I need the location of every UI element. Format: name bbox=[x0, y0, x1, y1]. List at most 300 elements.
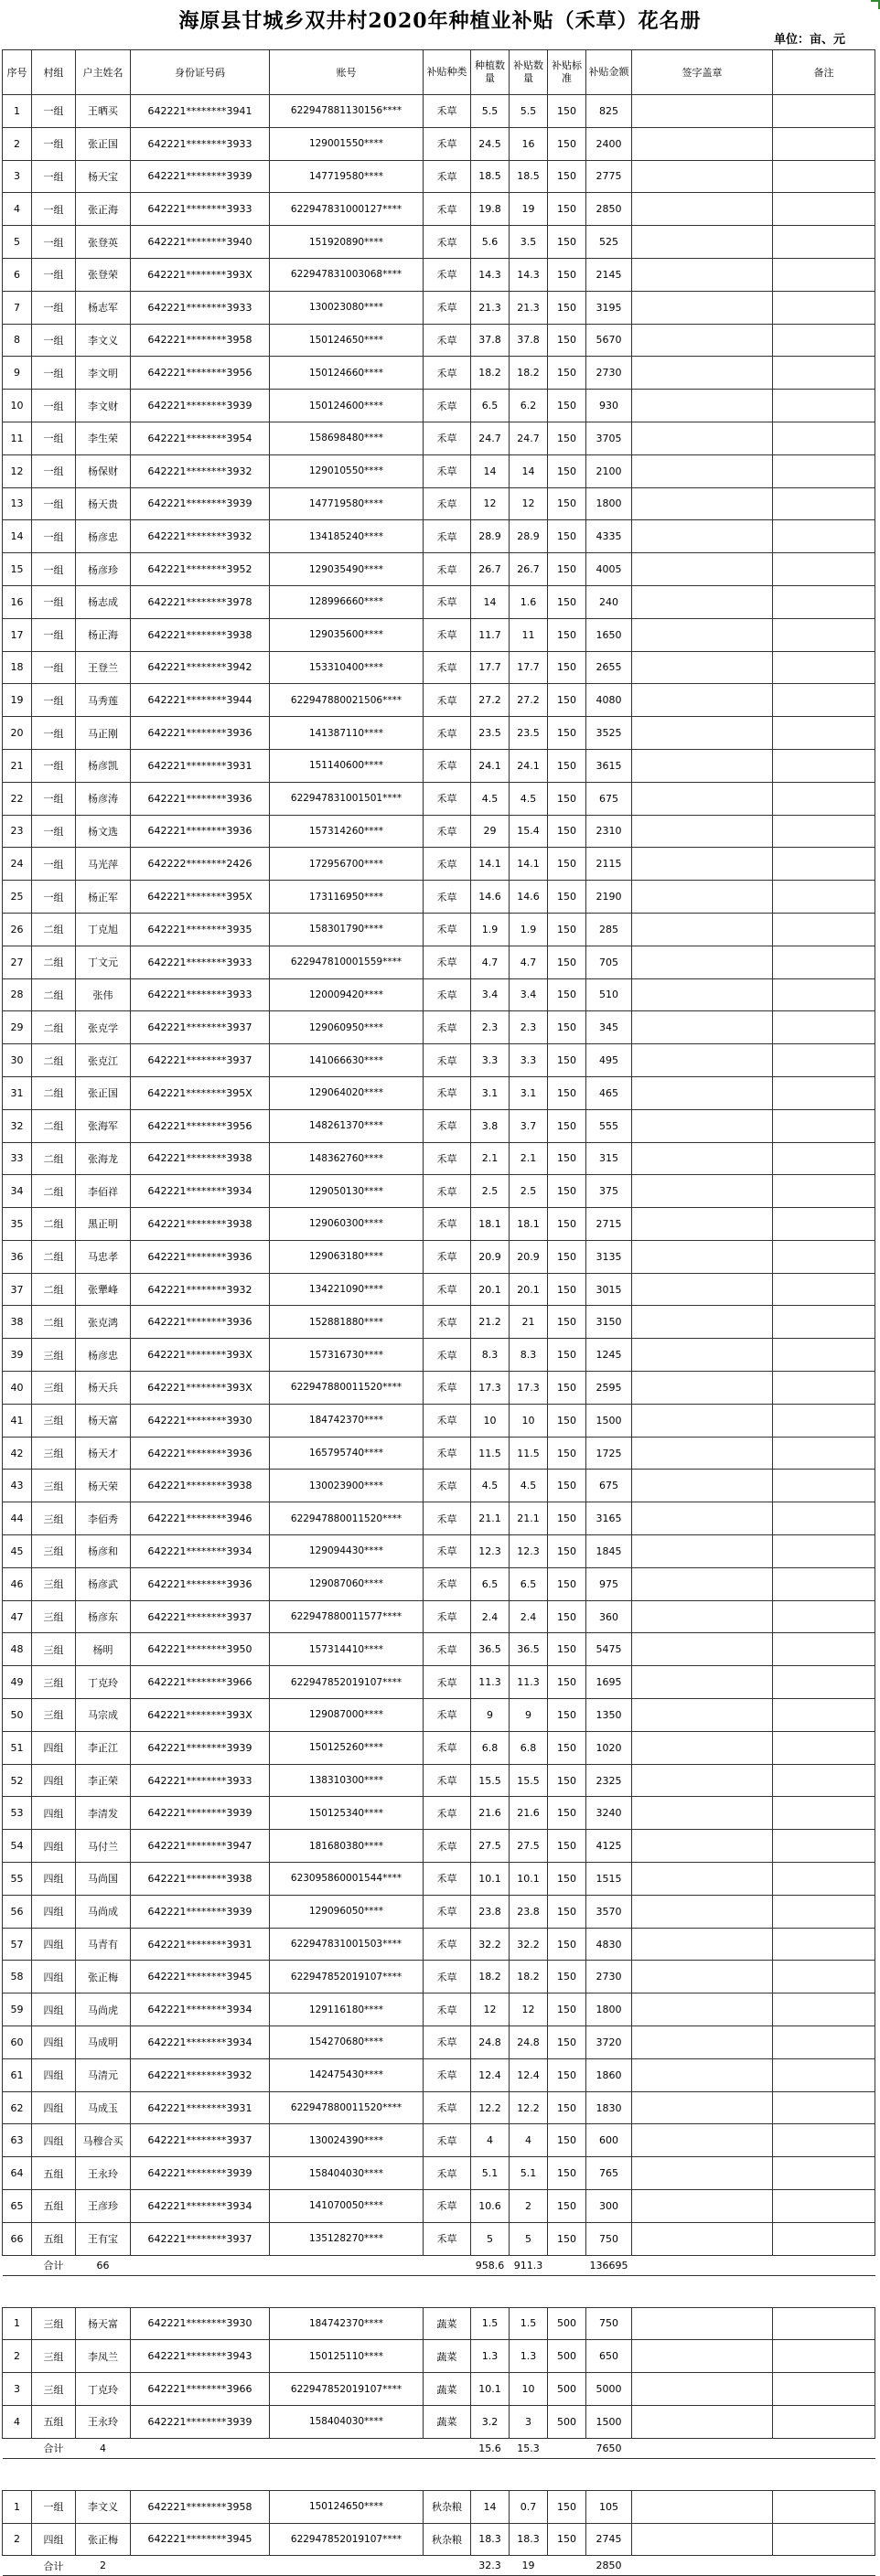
cell-signature bbox=[632, 1895, 773, 1928]
cell-standard: 150 bbox=[548, 2091, 586, 2124]
cell-name: 马清元 bbox=[76, 2058, 131, 2091]
cell-name: 王晒买 bbox=[76, 95, 131, 128]
cell-account: 130023900**** bbox=[270, 1470, 424, 1502]
table-row bbox=[3, 1437, 875, 1470]
cell-group: 三组 bbox=[32, 1600, 76, 1633]
cell-name: 黑正明 bbox=[76, 1208, 131, 1241]
cell-plant: 21.6 bbox=[471, 1797, 510, 1830]
cell-signature bbox=[632, 2157, 773, 2190]
cell-signature bbox=[632, 1372, 773, 1405]
cell-name: 张登荣 bbox=[76, 258, 131, 291]
cell-group: 一组 bbox=[32, 258, 76, 291]
cell-signature bbox=[632, 1142, 773, 1175]
cell-type: 禾草 bbox=[424, 848, 471, 881]
cell-amount: 4125 bbox=[586, 1830, 632, 1863]
cell-type: 禾草 bbox=[424, 422, 471, 454]
cell-signature bbox=[632, 553, 773, 586]
cell-group: 一组 bbox=[32, 585, 76, 618]
cell-standard: 150 bbox=[548, 1109, 586, 1142]
cell-signature bbox=[632, 454, 773, 487]
cell-name: 杨正海 bbox=[76, 618, 131, 651]
cell-group: 四组 bbox=[32, 1993, 76, 2026]
cell-subsidy-qty: 2.1 bbox=[510, 1142, 548, 1175]
cell-group: 一组 bbox=[32, 651, 76, 684]
cell-remark bbox=[773, 2490, 875, 2523]
cell-index: 8 bbox=[3, 324, 32, 357]
table-row bbox=[3, 2405, 875, 2438]
cell-plant: 14.1 bbox=[471, 848, 510, 881]
cell-signature bbox=[632, 913, 773, 946]
cell-plant: 18.2 bbox=[471, 1961, 510, 1993]
total-row bbox=[3, 2438, 875, 2458]
cell-remark bbox=[773, 1044, 875, 1077]
cell-signature bbox=[632, 1306, 773, 1339]
cell-subsidy-qty: 4.7 bbox=[510, 946, 548, 978]
cell-remark bbox=[773, 946, 875, 978]
cell-id: 642221********3934 bbox=[131, 2026, 270, 2059]
cell-index: 35 bbox=[3, 1208, 32, 1241]
cell-signature bbox=[632, 1993, 773, 2026]
cell-plant: 12.2 bbox=[471, 2091, 510, 2124]
cell-amount: 315 bbox=[586, 1142, 632, 1175]
cell-plant: 14 bbox=[471, 585, 510, 618]
cell-plant: 6.5 bbox=[471, 390, 510, 422]
header-row bbox=[3, 50, 875, 95]
cell-signature bbox=[632, 2222, 773, 2255]
cell-amount: 375 bbox=[586, 1175, 632, 1208]
cell-amount: 2655 bbox=[586, 651, 632, 684]
cell-name: 杨天富 bbox=[76, 1404, 131, 1437]
cell-account: 165795740**** bbox=[270, 1437, 424, 1470]
cell-subsidy-qty: 16 bbox=[510, 127, 548, 160]
table-row bbox=[3, 1044, 875, 1077]
cell-signature bbox=[632, 618, 773, 651]
cell-signature bbox=[632, 127, 773, 160]
cell-standard: 150 bbox=[548, 520, 586, 553]
cell-standard: 150 bbox=[548, 553, 586, 586]
total-empty-cell bbox=[548, 2438, 586, 2458]
gap-cell bbox=[32, 2458, 76, 2490]
cell-id: 642221********3939 bbox=[131, 390, 270, 422]
cell-plant: 2.1 bbox=[471, 1142, 510, 1175]
cell-index: 45 bbox=[3, 1535, 32, 1568]
cell-standard: 150 bbox=[548, 1044, 586, 1077]
cell-id: 642221********3936 bbox=[131, 1240, 270, 1273]
gap-cell bbox=[131, 2458, 270, 2490]
cell-id: 642221********393X bbox=[131, 1372, 270, 1405]
cell-name: 马尚国 bbox=[76, 1863, 131, 1896]
cell-remark bbox=[773, 291, 875, 324]
cell-type: 禾草 bbox=[424, 1339, 471, 1372]
cell-remark bbox=[773, 2405, 875, 2438]
cell-plant: 18.1 bbox=[471, 1208, 510, 1241]
table-row bbox=[3, 2222, 875, 2255]
cell-subsidy-qty: 3.4 bbox=[510, 978, 548, 1011]
cell-subsidy-qty: 14.3 bbox=[510, 258, 548, 291]
cell-index: 11 bbox=[3, 422, 32, 454]
cell-plant: 14.3 bbox=[471, 258, 510, 291]
table-row bbox=[3, 454, 875, 487]
gap-cell bbox=[548, 2458, 586, 2490]
cell-index: 16 bbox=[3, 585, 32, 618]
cell-signature bbox=[632, 1076, 773, 1109]
cell-account: 129096050**** bbox=[270, 1895, 424, 1928]
cell-amount: 3720 bbox=[586, 2026, 632, 2059]
cell-remark bbox=[773, 454, 875, 487]
cell-type: 禾草 bbox=[424, 585, 471, 618]
cell-account: 130024390**** bbox=[270, 2124, 424, 2157]
cell-group: 二组 bbox=[32, 946, 76, 978]
cell-remark bbox=[773, 2157, 875, 2190]
cell-name: 杨彦忠 bbox=[76, 1339, 131, 1372]
cell-signature bbox=[632, 1470, 773, 1502]
cell-standard: 150 bbox=[548, 717, 586, 750]
gap-cell bbox=[471, 2458, 510, 2490]
cell-subsidy-qty: 17.3 bbox=[510, 1372, 548, 1405]
cell-remark bbox=[773, 1273, 875, 1306]
cell-id: 642221********3936 bbox=[131, 717, 270, 750]
cell-subsidy-qty: 32.2 bbox=[510, 1928, 548, 1961]
cell-group: 二组 bbox=[32, 1044, 76, 1077]
cell-index: 20 bbox=[3, 717, 32, 750]
cell-id: 642221********3933 bbox=[131, 1764, 270, 1797]
cell-subsidy-qty: 27.5 bbox=[510, 1830, 548, 1863]
cell-standard: 150 bbox=[548, 1175, 586, 1208]
cell-subsidy-qty: 18.5 bbox=[510, 160, 548, 193]
cell-amount: 360 bbox=[586, 1600, 632, 1633]
cell-group: 一组 bbox=[32, 291, 76, 324]
cell-amount: 5475 bbox=[586, 1633, 632, 1666]
cell-plant: 11.3 bbox=[471, 1666, 510, 1699]
cell-signature bbox=[632, 815, 773, 848]
table-row bbox=[3, 258, 875, 291]
cell-type: 禾草 bbox=[424, 2058, 471, 2091]
cell-subsidy-qty: 23.5 bbox=[510, 717, 548, 750]
cell-name: 李清发 bbox=[76, 1797, 131, 1830]
cell-standard: 150 bbox=[548, 1666, 586, 1699]
cell-index: 34 bbox=[3, 1175, 32, 1208]
cell-subsidy-qty: 37.8 bbox=[510, 324, 548, 357]
cell-id: 642221********393X bbox=[131, 1339, 270, 1372]
cell-signature bbox=[632, 749, 773, 782]
table-row bbox=[3, 2124, 875, 2157]
cell-remark bbox=[773, 2091, 875, 2124]
cell-id: 642221********3930 bbox=[131, 2307, 270, 2340]
gap-cell bbox=[471, 2275, 510, 2307]
cell-plant: 27.5 bbox=[471, 1830, 510, 1863]
cell-signature bbox=[632, 1404, 773, 1437]
cell-account: 622947852019107**** bbox=[270, 2373, 424, 2406]
table-row bbox=[3, 193, 875, 226]
cell-id: 642221********3933 bbox=[131, 127, 270, 160]
cell-name: 马付兰 bbox=[76, 1830, 131, 1863]
cell-type: 禾草 bbox=[424, 1830, 471, 1863]
cell-remark bbox=[773, 2026, 875, 2059]
cell-group: 三组 bbox=[32, 1372, 76, 1405]
cell-id: 642221********3936 bbox=[131, 1437, 270, 1470]
cell-amount: 2730 bbox=[586, 1961, 632, 1993]
cell-signature bbox=[632, 2058, 773, 2091]
cell-name: 杨彦凯 bbox=[76, 749, 131, 782]
total-label: 合计 bbox=[32, 2255, 76, 2275]
cell-type: 禾草 bbox=[424, 749, 471, 782]
cell-plant: 5 bbox=[471, 2222, 510, 2255]
cell-type: 禾草 bbox=[424, 1764, 471, 1797]
cell-id: 642221********3941 bbox=[131, 95, 270, 128]
cell-account: 129063180**** bbox=[270, 1240, 424, 1273]
total-empty-cell bbox=[3, 2556, 32, 2576]
cell-name: 张海军 bbox=[76, 1109, 131, 1142]
table-row bbox=[3, 1535, 875, 1568]
total-count: 4 bbox=[76, 2438, 131, 2458]
cell-group: 四组 bbox=[32, 1895, 76, 1928]
cell-signature bbox=[632, 160, 773, 193]
cell-type: 禾草 bbox=[424, 717, 471, 750]
cell-signature bbox=[632, 1044, 773, 1077]
cell-signature bbox=[632, 651, 773, 684]
cell-remark bbox=[773, 2523, 875, 2556]
cell-name: 李生荣 bbox=[76, 422, 131, 454]
cell-type: 禾草 bbox=[424, 226, 471, 259]
total-count: 66 bbox=[76, 2255, 131, 2275]
cell-plant: 24.5 bbox=[471, 127, 510, 160]
cell-account: 129087060**** bbox=[270, 1567, 424, 1600]
cell-type: 禾草 bbox=[424, 1961, 471, 1993]
cell-amount: 2100 bbox=[586, 454, 632, 487]
table-row bbox=[3, 717, 875, 750]
cell-standard: 150 bbox=[548, 1600, 586, 1633]
cell-subsidy-qty: 21 bbox=[510, 1306, 548, 1339]
cell-name: 王彦珍 bbox=[76, 2190, 131, 2223]
cell-id: 642221********3932 bbox=[131, 520, 270, 553]
cell-subsidy-qty: 14 bbox=[510, 454, 548, 487]
cell-id: 642221********3939 bbox=[131, 1797, 270, 1830]
cell-name: 李文财 bbox=[76, 390, 131, 422]
cell-signature bbox=[632, 95, 773, 128]
cell-group: 四组 bbox=[32, 2026, 76, 2059]
cell-name: 王有宝 bbox=[76, 2222, 131, 2255]
cell-group: 四组 bbox=[32, 1830, 76, 1863]
cell-group: 二组 bbox=[32, 978, 76, 1011]
cell-type: 禾草 bbox=[424, 1142, 471, 1175]
cell-subsidy-qty: 18.1 bbox=[510, 1208, 548, 1241]
total-subsidy-qty: 19 bbox=[510, 2556, 548, 2576]
cell-name: 马正刚 bbox=[76, 717, 131, 750]
cell-subsidy-qty: 6.8 bbox=[510, 1731, 548, 1764]
table-row bbox=[3, 2373, 875, 2406]
cell-name: 马尚虎 bbox=[76, 1993, 131, 2026]
cell-type: 秋杂粮 bbox=[424, 2490, 471, 2523]
cell-index: 4 bbox=[3, 193, 32, 226]
cell-account: 130023080**** bbox=[270, 291, 424, 324]
cell-plant: 19.8 bbox=[471, 193, 510, 226]
header-id: 身份证号码 bbox=[131, 50, 270, 95]
cell-plant: 11.5 bbox=[471, 1437, 510, 1470]
cell-type: 禾草 bbox=[424, 1044, 471, 1077]
table-row bbox=[3, 1076, 875, 1109]
cell-remark bbox=[773, 226, 875, 259]
cell-subsidy-qty: 11 bbox=[510, 618, 548, 651]
cell-subsidy-qty: 3.1 bbox=[510, 1076, 548, 1109]
cell-remark bbox=[773, 1404, 875, 1437]
cell-group: 三组 bbox=[32, 1339, 76, 1372]
cell-signature bbox=[632, 2340, 773, 2373]
cell-index: 10 bbox=[3, 390, 32, 422]
cell-subsidy-qty: 24.8 bbox=[510, 2026, 548, 2059]
cell-signature bbox=[632, 1208, 773, 1241]
cell-signature bbox=[632, 2307, 773, 2340]
cell-group: 四组 bbox=[32, 1797, 76, 1830]
cell-group: 五组 bbox=[32, 2157, 76, 2190]
table-row bbox=[3, 2340, 875, 2373]
cell-amount: 3165 bbox=[586, 1502, 632, 1535]
cell-index: 31 bbox=[3, 1076, 32, 1109]
cell-amount: 300 bbox=[586, 2190, 632, 2223]
total-row bbox=[3, 2556, 875, 2576]
cell-amount: 2325 bbox=[586, 1764, 632, 1797]
cell-remark bbox=[773, 2373, 875, 2406]
cell-amount: 240 bbox=[586, 585, 632, 618]
cell-plant: 11.7 bbox=[471, 618, 510, 651]
cell-remark bbox=[773, 1372, 875, 1405]
table-row bbox=[3, 291, 875, 324]
table-row bbox=[3, 1109, 875, 1142]
cell-account: 184742370**** bbox=[270, 2307, 424, 2340]
gap-cell bbox=[76, 2458, 131, 2490]
cell-account: 184742370**** bbox=[270, 1404, 424, 1437]
cell-standard: 150 bbox=[548, 127, 586, 160]
cell-signature bbox=[632, 1567, 773, 1600]
cell-plant: 2.5 bbox=[471, 1175, 510, 1208]
header-remark: 备注 bbox=[773, 50, 875, 95]
cell-remark bbox=[773, 1699, 875, 1732]
cell-name: 张克江 bbox=[76, 1044, 131, 1077]
cell-account: 129035490**** bbox=[270, 553, 424, 586]
cell-type: 禾草 bbox=[424, 390, 471, 422]
total-empty-cell bbox=[131, 2556, 270, 2576]
cell-id: 642221********3954 bbox=[131, 422, 270, 454]
cell-name: 张登英 bbox=[76, 226, 131, 259]
cell-amount: 3135 bbox=[586, 1240, 632, 1273]
cell-name: 杨彦珍 bbox=[76, 553, 131, 586]
cell-id: 642221********3934 bbox=[131, 1175, 270, 1208]
cell-plant: 3.8 bbox=[471, 1109, 510, 1142]
cell-id: 642221********3950 bbox=[131, 1633, 270, 1666]
cell-plant: 4.5 bbox=[471, 782, 510, 815]
cell-id: 642221********3938 bbox=[131, 618, 270, 651]
cell-account: 141070050**** bbox=[270, 2190, 424, 2223]
table-row bbox=[3, 1600, 875, 1633]
cell-standard: 150 bbox=[548, 160, 586, 193]
cell-subsidy-qty: 21.1 bbox=[510, 1502, 548, 1535]
cell-remark bbox=[773, 1535, 875, 1568]
table-row bbox=[3, 1273, 875, 1306]
cell-plant: 27.2 bbox=[471, 684, 510, 717]
cell-type: 禾草 bbox=[424, 1011, 471, 1044]
cell-signature bbox=[632, 1764, 773, 1797]
cell-subsidy-qty: 1.9 bbox=[510, 913, 548, 946]
cell-account: 129060300**** bbox=[270, 1208, 424, 1241]
cell-group: 一组 bbox=[32, 2490, 76, 2523]
cell-remark bbox=[773, 978, 875, 1011]
cell-index: 44 bbox=[3, 1502, 32, 1535]
cell-signature bbox=[632, 1011, 773, 1044]
table-row bbox=[3, 782, 875, 815]
cell-amount: 1515 bbox=[586, 1863, 632, 1896]
cell-group: 二组 bbox=[32, 1306, 76, 1339]
cell-group: 三组 bbox=[32, 1633, 76, 1666]
cell-signature bbox=[632, 946, 773, 978]
cell-id: 642221********3966 bbox=[131, 2373, 270, 2406]
cell-index: 65 bbox=[3, 2190, 32, 2223]
cell-group: 二组 bbox=[32, 1142, 76, 1175]
cell-account: 622947831003068**** bbox=[270, 258, 424, 291]
cell-group: 四组 bbox=[32, 2523, 76, 2556]
cell-group: 二组 bbox=[32, 1240, 76, 1273]
cell-group: 五组 bbox=[32, 2190, 76, 2223]
cell-subsidy-qty: 18.2 bbox=[510, 357, 548, 390]
cell-signature bbox=[632, 520, 773, 553]
cell-standard: 150 bbox=[548, 2058, 586, 2091]
cell-subsidy-qty: 11.5 bbox=[510, 1437, 548, 1470]
cell-signature bbox=[632, 1339, 773, 1372]
cell-remark bbox=[773, 913, 875, 946]
cell-group: 一组 bbox=[32, 815, 76, 848]
cell-standard: 150 bbox=[548, 1306, 586, 1339]
cell-signature bbox=[632, 2373, 773, 2406]
cell-standard: 150 bbox=[548, 815, 586, 848]
cell-standard: 150 bbox=[548, 1830, 586, 1863]
cell-id: 642221********3937 bbox=[131, 1044, 270, 1077]
cell-amount: 1800 bbox=[586, 487, 632, 520]
cell-index: 62 bbox=[3, 2091, 32, 2124]
cell-subsidy-qty: 27.2 bbox=[510, 684, 548, 717]
cell-signature bbox=[632, 291, 773, 324]
cell-subsidy-qty: 3 bbox=[510, 2405, 548, 2438]
cell-group: 一组 bbox=[32, 357, 76, 390]
cell-name: 杨彦忠 bbox=[76, 520, 131, 553]
table-row bbox=[3, 2523, 875, 2556]
gap-cell bbox=[510, 2275, 548, 2307]
cell-name: 张伟 bbox=[76, 978, 131, 1011]
cell-plant: 10.1 bbox=[471, 2373, 510, 2406]
cell-signature bbox=[632, 1502, 773, 1535]
cell-type: 禾草 bbox=[424, 1372, 471, 1405]
cell-remark bbox=[773, 520, 875, 553]
cell-amount: 1800 bbox=[586, 1993, 632, 2026]
cell-standard: 150 bbox=[548, 1208, 586, 1241]
cell-amount: 4830 bbox=[586, 1928, 632, 1961]
cell-name: 杨明 bbox=[76, 1633, 131, 1666]
gap-cell bbox=[3, 2275, 32, 2307]
cell-signature bbox=[632, 717, 773, 750]
cell-standard: 150 bbox=[548, 651, 586, 684]
cell-standard: 150 bbox=[548, 487, 586, 520]
cell-subsidy-qty: 21.6 bbox=[510, 1797, 548, 1830]
cell-plant: 2.3 bbox=[471, 1011, 510, 1044]
cell-index: 26 bbox=[3, 913, 32, 946]
cell-group: 四组 bbox=[32, 2091, 76, 2124]
cell-group: 一组 bbox=[32, 782, 76, 815]
table-row bbox=[3, 1797, 875, 1830]
cell-group: 一组 bbox=[32, 520, 76, 553]
cell-signature bbox=[632, 684, 773, 717]
table-row bbox=[3, 422, 875, 454]
cell-index: 23 bbox=[3, 815, 32, 848]
table-row bbox=[3, 1863, 875, 1896]
cell-name: 马成明 bbox=[76, 2026, 131, 2059]
cell-plant: 9 bbox=[471, 1699, 510, 1732]
